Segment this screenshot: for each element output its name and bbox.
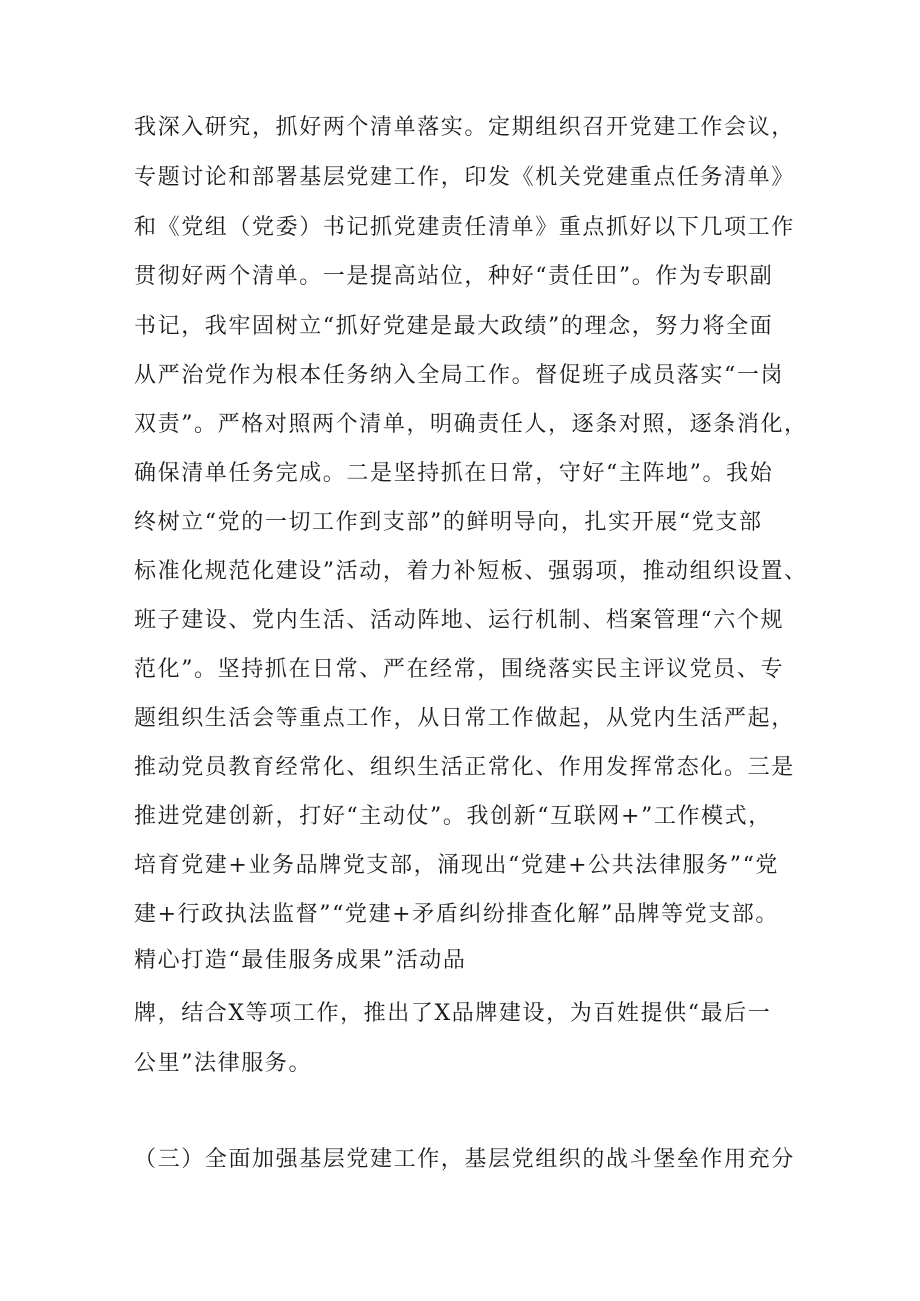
paragraph-line: 贯彻好两个清单。一是提高站位，种好“责任田”。作为专职副: [134, 264, 774, 289]
paragraph-line: 专题讨论和部署基层党建工作，印发《机关党建重点任务清单》: [134, 165, 795, 190]
paragraph-line: 确保清单任务完成。二是坚持抓在日常，守好“主阵地”。我始: [134, 461, 774, 486]
paragraph-line: 推进党建创新，打好“主动仗”。我创新“互联网+”工作模式，: [134, 804, 772, 829]
paragraph-line: 公里”法律服务。: [134, 1051, 313, 1076]
paragraph-line: 和《党组（党委）书记抓党建责任清单》重点抓好以下几项工作: [134, 215, 795, 240]
paragraph-line: 我深入研究，抓好两个清单落实。定期组织召开党建工作会议，: [134, 115, 795, 140]
paragraph-line: 牌，结合X等项工作，推出了X品牌建设，为百姓提供“最后一: [134, 1001, 772, 1026]
section-heading: （三）全面加强基层党建工作，基层党组织的战斗堡垒作用充分: [134, 1147, 795, 1172]
paragraph-line: 标准化规范化建设”活动，着力补短板、强弱项，推动组织设置、: [134, 559, 808, 584]
paragraph-line: 从严治党作为根本任务纳入全局工作。督促班子成员落实“一岗: [134, 363, 785, 388]
paragraph-line: 范化”。坚持抓在日常、严在经常，围绕落实民主评议党员、专: [134, 657, 785, 682]
paragraph-line: 书记，我牢固树立“抓好党建是最大政绩”的理念，努力将全面: [134, 314, 774, 339]
paragraph-line: 班子建设、党内生活、活动阵地、运行机制、档案管理“六个规: [134, 608, 785, 633]
paragraph-line: 题组织生活会等重点工作，从日常工作做起，从党内生活严起，: [134, 706, 795, 731]
paragraph-line: 推动党员教育经常化、组织生活正常化、作用发挥常态化。三是: [134, 755, 795, 780]
paragraph-line: 建+行政执法监督”“党建+矛盾纠纷排查化解”品牌等党支部。: [134, 902, 780, 927]
paragraph-line: 培育党建+业务品牌党支部，涌现出“党建+公共法律服务”“党: [134, 853, 780, 878]
paragraph-line: 精心打造“最佳服务成果”活动品: [134, 948, 467, 973]
paragraph-line: 终树立“党的一切工作到支部”的鲜明导向，扎实开展“党支部: [134, 510, 763, 535]
paragraph-line: 双责”。严格对照两个清单，明确责任人，逐条对照，逐条消化，: [134, 412, 808, 437]
